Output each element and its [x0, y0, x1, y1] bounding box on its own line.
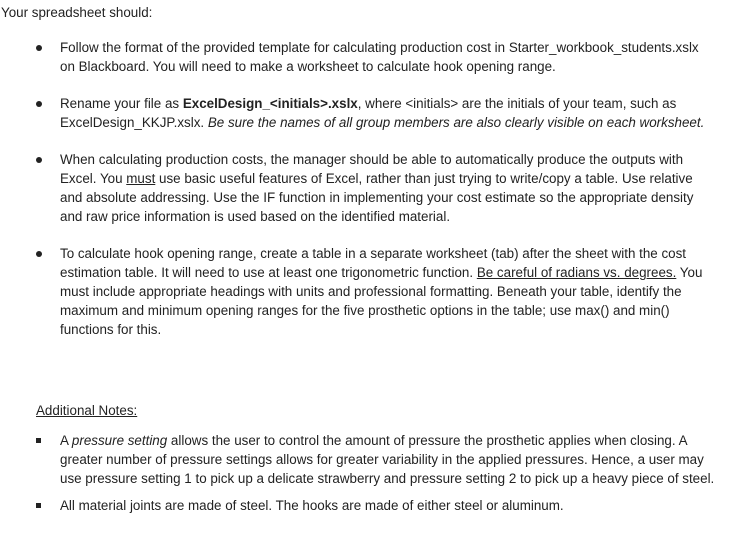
- item-text: To calculate hook opening range, create a table in a separate worksheet (tab) after the sheet with the cost estimation table. It will need to use at least one trigonometric function.: [60, 246, 687, 280]
- bullet-dot-icon: [36, 45, 42, 51]
- item-bold-filename: ExcelDesign_<initials>.xslx: [182, 96, 358, 111]
- bullet-dot-icon: [36, 101, 42, 107]
- notes-heading: Additional Notes:: [36, 403, 138, 418]
- list-item: [0, 38, 710, 76]
- note-text: allows the user to control the amount of pressure the prosthetic applies when closing. A greater number of pressure settings allows for greater variability in the applied pressures. Hence, a user may use pressure setting 1 to pick up a delicate strawberry and pressure setting 2 to pick up a heavy piece of steel.: [60, 433, 715, 486]
- note-text: All material joints are made of steel. The hooks are made of either steel or aluminum.: [60, 498, 564, 513]
- note-italic-term: pressure setting: [71, 433, 168, 448]
- bullet-square-icon: [36, 438, 41, 443]
- item-underlined-text: Be careful of radians vs. degrees.: [476, 265, 677, 280]
- list-item: [0, 94, 710, 132]
- item-text: When calculating production costs, the manager should be able to automatically produce the outputs with Excel. You: [60, 152, 684, 186]
- bullet-dot-icon: [36, 251, 42, 257]
- item-text: , where <initials> are the initials of your team, such as ExcelDesign_KKJP.xslx.: [60, 96, 677, 130]
- list-item: [0, 244, 710, 339]
- item-text: Rename your file as: [60, 96, 183, 111]
- note-text: A: [60, 433, 72, 448]
- item-text: You must include appropriate headings with units and professional formatting. Beneath your table, identify the maximum and minimum opening ranges for the five prosthetic options in the table; use max() and min() functions for this.: [60, 265, 703, 337]
- item-text: use basic useful features of Excel, rather than just trying to write/copy a table. Use relative and absolute addressing. Use the IF function in implementing your cost estimate so the appropriate density and raw price information is used based on the identified material.: [60, 171, 694, 224]
- item-text: Follow the format of the provided template for calculating production cost in Starter_workbook_students.xslx on Blackboard. You will need to make a worksheet to calculate hook opening range.: [60, 40, 699, 74]
- item-italic-text: Be sure the names of all group members are also clearly visible on each worksheet.: [207, 115, 705, 130]
- bullet-square-icon: [36, 503, 41, 508]
- notes-list: [0, 431, 755, 515]
- list-item: [0, 431, 720, 488]
- list-item: [0, 150, 710, 226]
- list-item: [0, 496, 720, 515]
- item-underlined-text: must: [126, 171, 156, 186]
- requirements-list: [0, 38, 755, 339]
- intro-text: Your spreadsheet should:: [1, 5, 153, 20]
- bullet-dot-icon: [36, 157, 42, 163]
